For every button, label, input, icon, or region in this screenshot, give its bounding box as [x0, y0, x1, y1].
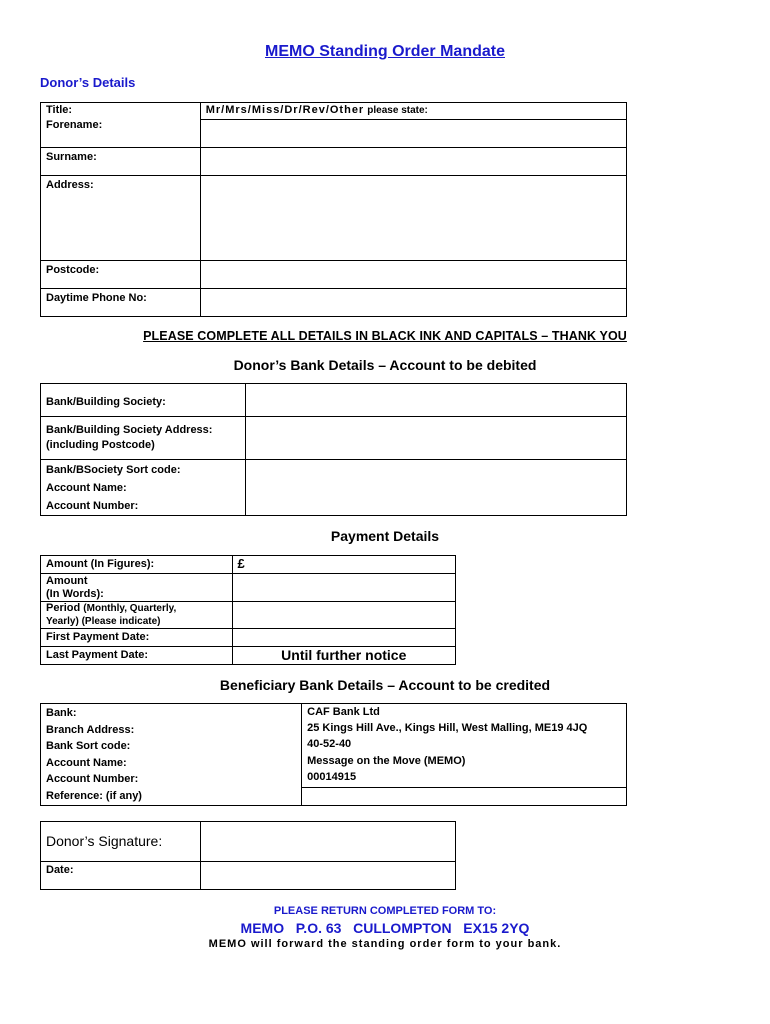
page-title: MEMO Standing Order Mandate	[264, 43, 505, 60]
pound-symbol: £	[237, 556, 245, 571]
beneficiary-sort-value: 40-52-40	[307, 738, 352, 750]
period-label: Period	[46, 602, 81, 614]
forward-note: MEMO will forward the standing order form to your bank.	[208, 938, 562, 950]
date-label: Date:	[41, 862, 201, 890]
beneficiary-reference-field[interactable]	[302, 788, 626, 805]
amount-words-label-cell	[41, 574, 233, 602]
bank-address-hint: (including Postcode)	[46, 439, 155, 451]
bank-label: Bank/Building Society:	[41, 384, 246, 417]
bank-details-heading: Donor’s Bank Details – Account to be debited	[233, 357, 537, 373]
beneficiary-bank-value: CAF Bank Ltd	[307, 706, 380, 718]
phone-label: Daytime Phone No:	[41, 289, 201, 317]
payment-details-table	[40, 555, 456, 665]
first-payment-field[interactable]	[232, 629, 455, 647]
amount-words-label: Amount	[46, 575, 88, 587]
period-hint-1: (Monthly, Quarterly,	[83, 603, 177, 614]
postcode-field[interactable]	[200, 261, 626, 289]
period-field[interactable]	[232, 602, 455, 629]
title-forename-label-cell	[41, 103, 201, 148]
beneficiary-table	[40, 703, 627, 806]
title-label: Title:	[46, 104, 73, 116]
return-instruction: PLEASE RETURN COMPLETED FORM TO:	[273, 905, 497, 917]
surname-label: Surname:	[41, 148, 201, 176]
postcode-label: Postcode:	[41, 261, 201, 289]
account-number-label: Account Number:	[46, 499, 139, 512]
beneficiary-reference-label: Reference: (if any)	[46, 789, 142, 802]
bank-address-field[interactable]	[245, 417, 626, 460]
signature-field[interactable]	[200, 822, 455, 862]
beneficiary-account-number-label: Account Number:	[46, 773, 139, 785]
ink-notice: PLEASE COMPLETE ALL DETAILS IN BLACK INK AND CAPITALS – THANK YOU	[143, 329, 627, 343]
last-payment-label: Last Payment Date:	[41, 647, 233, 665]
donor-details-heading: Donor’s Details	[40, 75, 136, 90]
bank-field[interactable]	[245, 384, 626, 417]
beneficiary-sort-label: Bank Sort code:	[46, 740, 131, 752]
beneficiary-values-cell	[302, 704, 627, 806]
bank-sort-account-field[interactable]	[245, 460, 626, 516]
last-payment-value: Until further notice	[232, 647, 455, 665]
bank-address-label: Bank/Building Society Address:	[46, 424, 213, 436]
sort-code-label: Bank/BSociety Sort code:	[46, 463, 181, 476]
account-name-label: Account Name:	[46, 481, 127, 494]
payment-details-heading: Payment Details	[330, 528, 440, 544]
period-hint-2: Yearly) (Please indicate)	[46, 616, 161, 627]
forename-label: Forename:	[46, 119, 103, 131]
amount-figures-label: Amount (In Figures):	[41, 556, 233, 574]
beneficiary-heading: Beneficiary Bank Details – Account to be credited	[219, 677, 551, 693]
surname-field[interactable]	[200, 148, 626, 176]
return-address: MEMO P.O. 63 CULLOMPTON EX15 2YQ	[240, 920, 530, 936]
beneficiary-account-number-value: 00014915	[302, 770, 626, 788]
beneficiary-branch-value: 25 Kings Hill Ave., Kings Hill, West Malling, ME19 4JQ	[307, 721, 588, 734]
address-field[interactable]	[200, 176, 626, 261]
beneficiary-account-name-label: Account Name:	[46, 756, 127, 769]
signature-label: Donor’s Signature:	[41, 822, 201, 862]
bank-sort-label-cell	[41, 460, 246, 516]
amount-figures-field[interactable]	[232, 556, 455, 574]
bank-address-label-cell	[41, 417, 246, 460]
amount-words-field[interactable]	[232, 574, 455, 602]
title-field[interactable]	[200, 103, 626, 148]
bank-details-table	[40, 383, 627, 516]
beneficiary-branch-label: Branch Address:	[46, 723, 135, 736]
period-label-cell	[41, 602, 233, 629]
beneficiary-account-name-value: Message on the Move (MEMO)	[307, 754, 466, 767]
beneficiary-bank-label: Bank:	[46, 707, 77, 719]
donor-details-table	[40, 102, 627, 317]
beneficiary-labels-cell	[41, 704, 302, 806]
date-field[interactable]	[200, 862, 455, 890]
first-payment-label: First Payment Date:	[41, 629, 233, 647]
signature-table	[40, 821, 456, 890]
title-options: Mr/Mrs/Miss/Dr/Rev/Other	[205, 104, 365, 116]
address-label: Address:	[41, 176, 201, 261]
phone-field[interactable]	[200, 289, 626, 317]
amount-words-hint: (In Words):	[46, 588, 104, 600]
title-please-state: please state:	[367, 105, 428, 116]
